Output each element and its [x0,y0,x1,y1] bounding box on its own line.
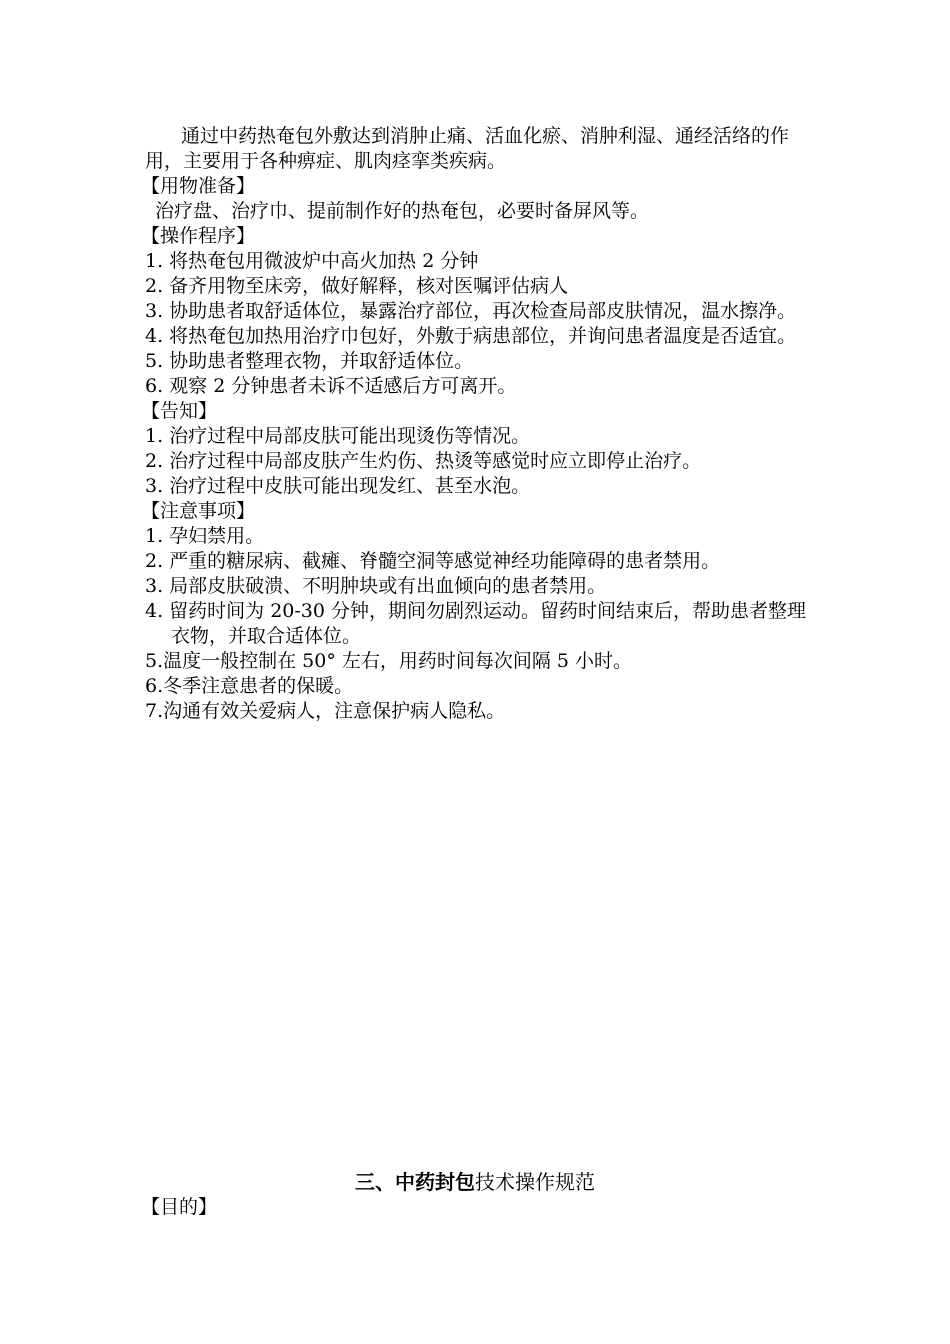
precautions-heading: 【注意事项】 [141,500,256,522]
content-block [141,124,815,724]
intro-paragraph: 通过中药热奄包外敷达到消肿止痛、活血化瘀、消肿利湿、通经活络的作用，主要用于各种痹症、肌肉痉挛类疾病。 [145,125,790,172]
notice-heading: 【告知】 [141,400,218,422]
procedure-item: 2. 备齐用物至床旁，做好解释，核对医嘱评估病人 [145,275,569,297]
precaution-item: 6.冬季注意患者的保暖。 [145,675,354,697]
precaution-item: 4. 留药时间为 20-30 分钟，期间勿剧烈运动。留药时间结束后，帮助患者整理衣物，并取合适体位。 [145,600,807,647]
preparation-heading: 【用物准备】 [141,175,256,197]
notice-item: 2. 治疗过程中局部皮肤产生灼伤、热烫等感觉时应立即停止治疗。 [145,450,702,472]
procedure-heading: 【操作程序】 [141,225,256,247]
procedure-item: 5. 协助患者整理衣物，并取舒适体位。 [145,350,474,372]
procedure-item: 1. 将热奄包用微波炉中高火加热 2 分钟 [145,250,479,272]
precaution-item: 7.沟通有效关爱病人，注意保护病人隐私。 [145,700,506,722]
precaution-item: 3. 局部皮肤破溃、不明肿块或有出血倾向的患者禁用。 [145,575,607,597]
purpose-heading: 【目的】 [141,1196,218,1218]
notice-item: 3. 治疗过程中皮肤可能出现发红、甚至水泡。 [145,475,531,497]
procedure-item: 3. 协助患者取舒适体位，暴露治疗部位，再次检查局部皮肤情况，温水擦净。 [145,300,797,322]
precaution-item: 5.温度一般控制在 50° 左右，用药时间每次间隔 5 小时。 [145,650,633,672]
precaution-item: 2. 严重的糖尿病、截瘫、脊髓空洞等感觉神经功能障碍的患者禁用。 [145,550,721,572]
preparation-text: 治疗盘、治疗巾、提前制作好的热奄包，必要时备屏风等。 [155,200,650,222]
procedure-item: 4. 将热奄包加热用治疗巾包好，外敷于病患部位，并询问患者温度是否适宜。 [145,325,797,347]
notice-item: 1. 治疗过程中局部皮肤可能出现烫伤等情况。 [145,425,531,447]
procedure-item: 6. 观察 2 分钟患者未诉不适感后方可离开。 [145,375,517,397]
section-title-bold: 三、中药封包 [355,1170,475,1194]
precaution-item: 1. 孕妇禁用。 [145,525,265,547]
section-title-rest: 技术操作规范 [475,1170,595,1194]
section-title [0,1169,950,1195]
